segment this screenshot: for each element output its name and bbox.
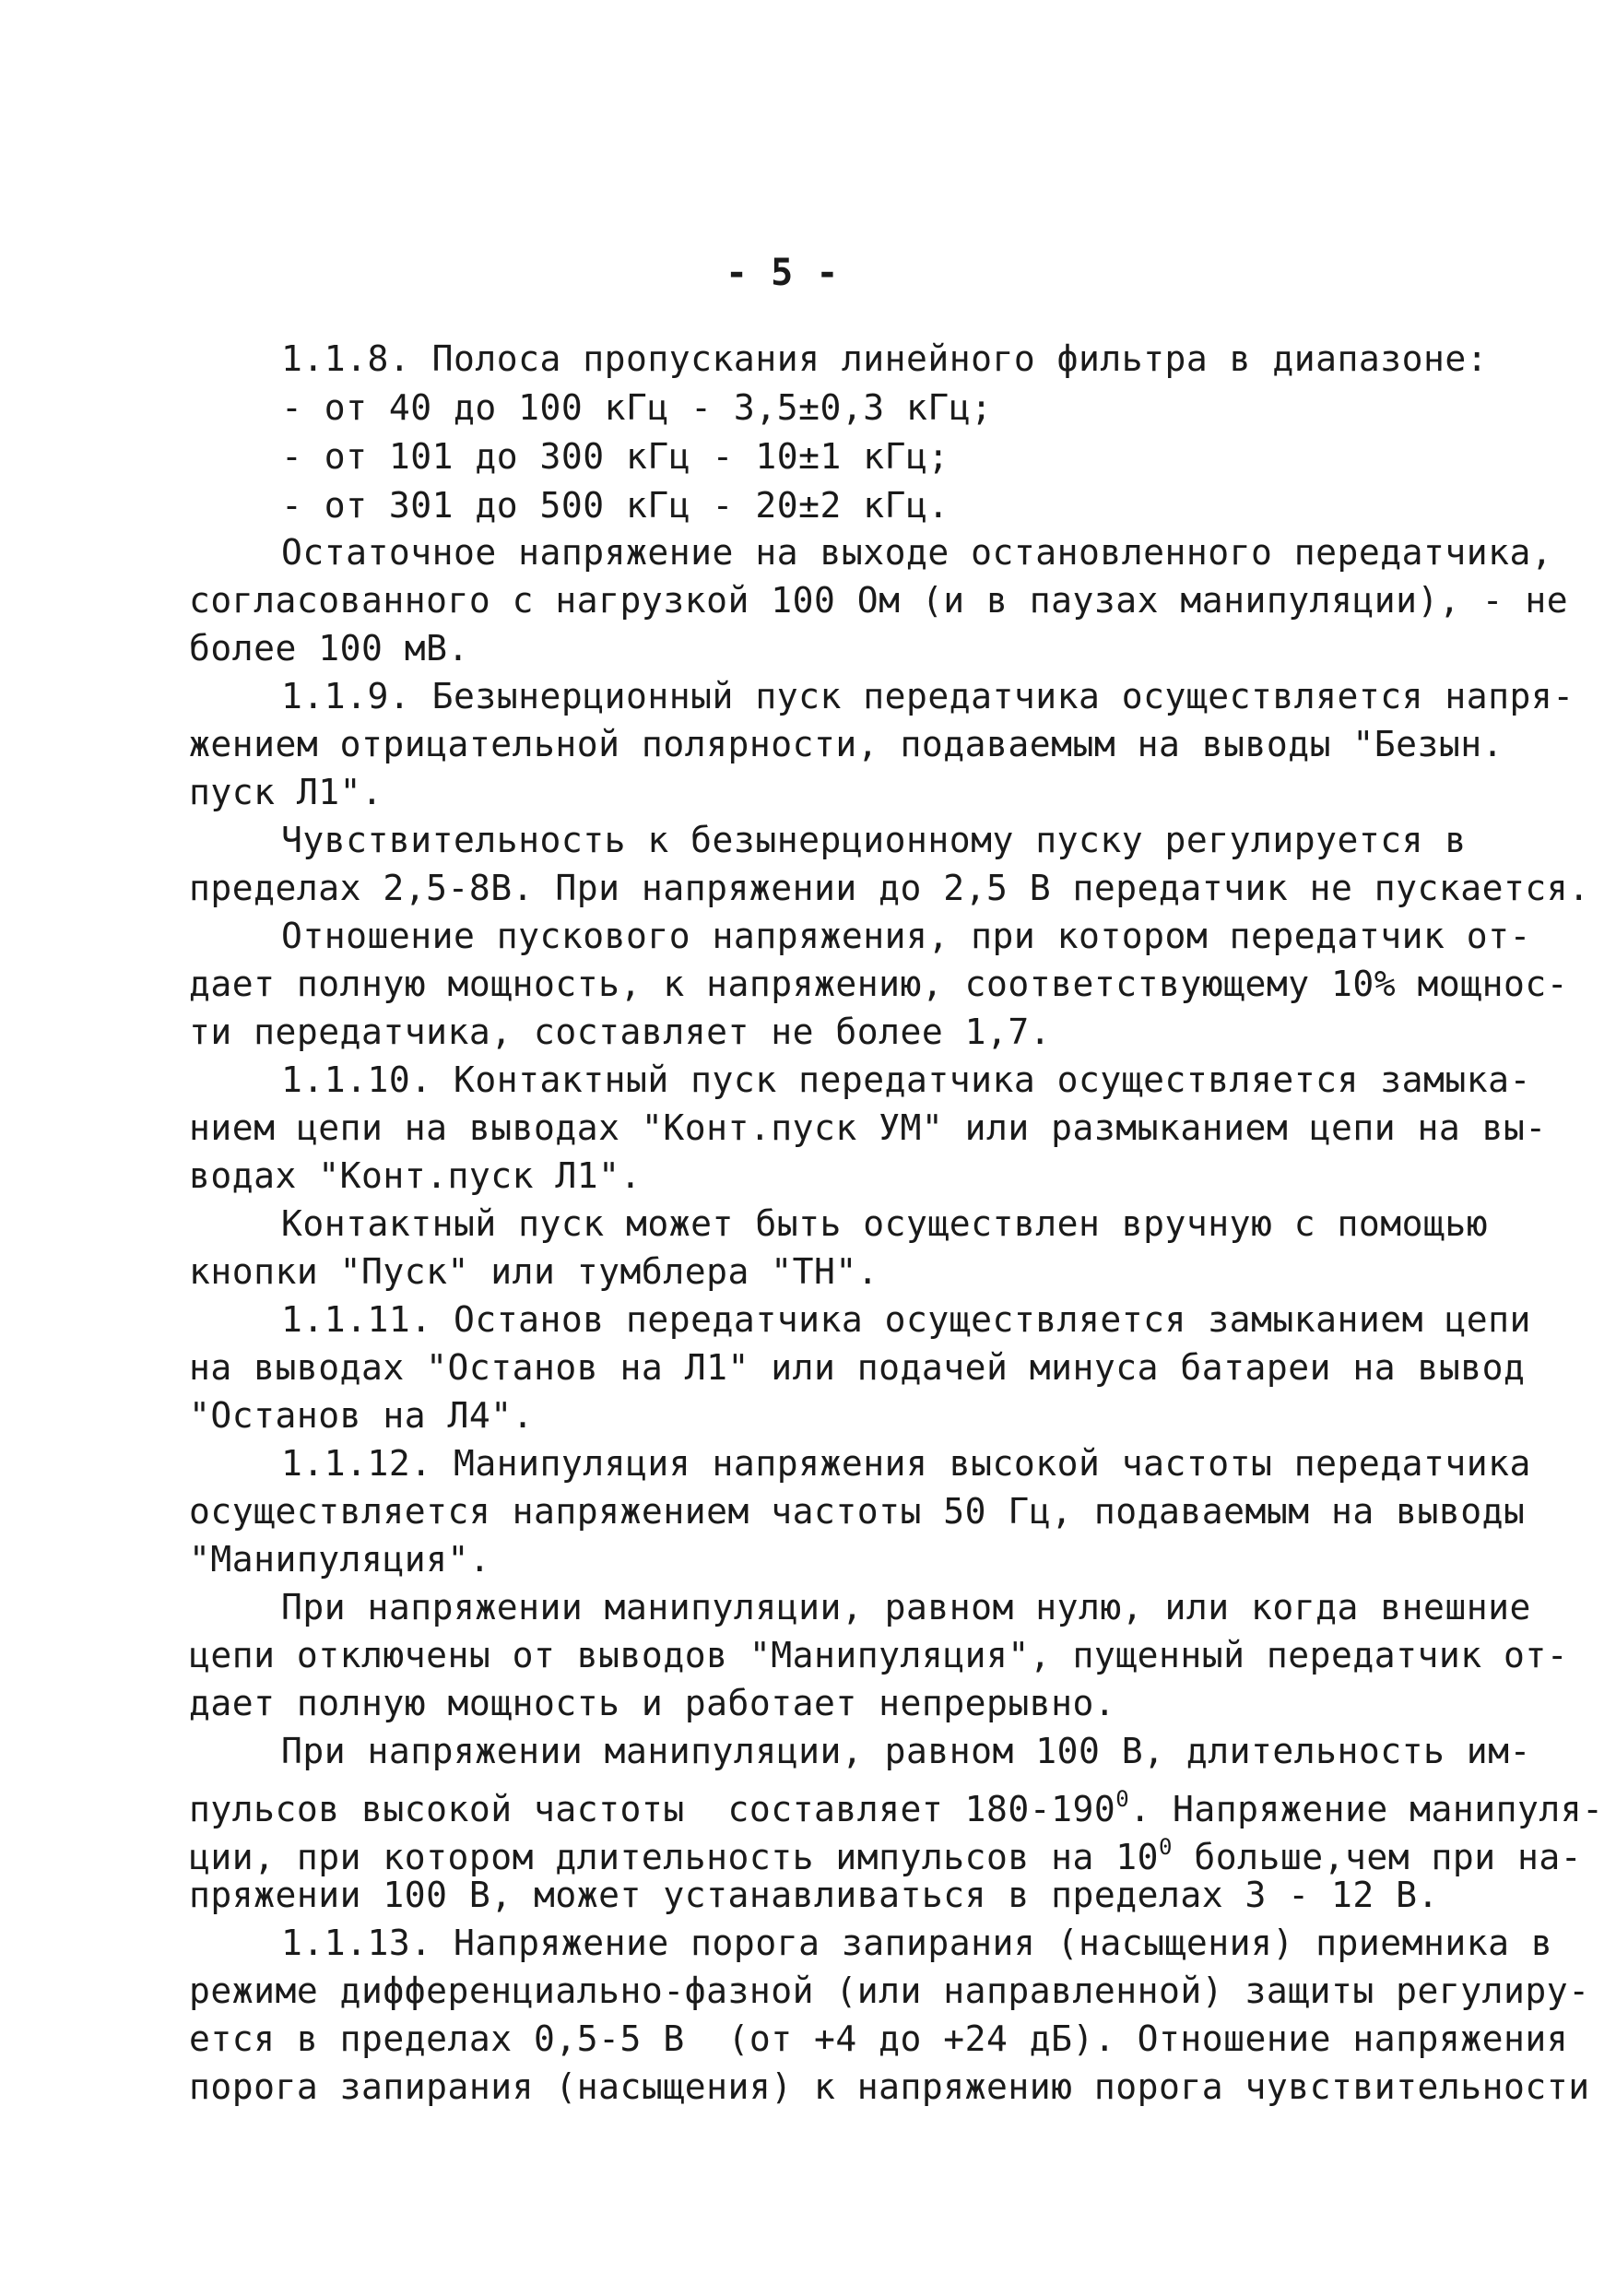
text-line-with-degree	[189, 1825, 1582, 1879]
text-segment: пульсов высокой частоты составляет 180-190	[189, 1789, 1116, 1829]
text-line: ется в пределах 0,5-5 В (от +4 до +24 дБ). Отношение напряжения	[189, 2018, 1569, 2059]
text-segment: . Напряжение манипуля-	[1129, 1789, 1604, 1829]
text-line: дает полную мощность и работает непрерывно.	[189, 1683, 1116, 1723]
text-line: режиме дифференциально-фазной (или направленной) защиты регулиру-	[189, 1971, 1590, 2011]
text-line: Остаточное напряжение на выходе остановленного передатчика,	[281, 532, 1553, 573]
text-line: на выводах "Останов на Л1" или подачей минуса батареи на вывод	[189, 1347, 1526, 1388]
text-line: осуществляется напряжением частоты 50 Гц, подаваемым на выводы	[189, 1491, 1526, 1532]
text-line: Отношение пускового напряжения, при котором передатчик от-	[281, 916, 1531, 956]
paragraph-1-1-11-heading: 1.1.11. Останов передатчика осуществляется замыканием цепи	[281, 1299, 1531, 1340]
paragraph-1-1-9-heading: 1.1.9. Безынерционный пуск передатчика осуществляется напря-	[281, 676, 1575, 716]
text-line: пряжении 100 В, может устанавливаться в пределах 3 - 12 В.	[189, 1875, 1439, 1915]
text-line: нием цепи на выводах "Конт.пуск УМ" или размыканием цепи на вы-	[189, 1107, 1547, 1148]
text-line-with-degree	[189, 1777, 1604, 1831]
text-line: цепи отключены от выводов "Манипуляция", пущенный передатчик от-	[189, 1635, 1569, 1675]
text-line: "Манипуляция".	[189, 1539, 491, 1580]
text-segment: ции, при котором длительность импульсов на 10	[189, 1837, 1160, 1877]
page-number: - 5 -	[725, 252, 839, 294]
list-item-range-40-100: - от 40 до 100 кГц - 3,5±0,3 кГц;	[281, 387, 993, 428]
paragraph-1-1-12-heading: 1.1.12. Манипуляция напряжения высокой частоты передатчика	[281, 1443, 1531, 1484]
text-line: ти передатчика, составляет не более 1,7.	[189, 1012, 1052, 1052]
text-line: пуск Л1".	[189, 772, 383, 812]
text-line: При напряжении манипуляции, равном 100 В, длительность им-	[281, 1731, 1531, 1771]
list-item-range-101-300: - от 101 до 300 кГц - 10±1 кГц;	[281, 436, 950, 477]
text-line: "Останов на Л4".	[189, 1395, 535, 1436]
text-line: более 100 мВ.	[189, 628, 469, 669]
text-line: согласованного с нагрузкой 100 Ом (и в паузах манипуляции), - не	[189, 580, 1569, 621]
paragraph-1-1-13-heading: 1.1.13. Напряжение порога запирания (насыщения) приемника в	[281, 1923, 1553, 1963]
text-line: пределах 2,5-8В. При напряжении до 2,5 В передатчик не пускается.	[189, 868, 1590, 908]
text-line: кнопки "Пуск" или тумблера "ТН".	[189, 1251, 879, 1292]
text-line: жением отрицательной полярности, подаваемым на выводы "Безын.	[189, 724, 1504, 764]
degree-superscript: 0	[1159, 1834, 1173, 1860]
text-line: При напряжении манипуляции, равном нулю, или когда внешние	[281, 1587, 1531, 1627]
text-line: водах "Конт.пуск Л1".	[189, 1155, 642, 1196]
paragraph-1-1-8-heading: 1.1.8. Полоса пропускания линейного фильтра в диапазоне:	[281, 338, 1489, 379]
text-line: дает полную мощность, к напряжению, соответствующему 10% мощнос-	[189, 964, 1569, 1004]
text-line: Чувствительность к безынерционному пуску регулируется в	[281, 820, 1467, 860]
list-item-range-301-500: - от 301 до 500 кГц - 20±2 кГц.	[281, 485, 950, 526]
paragraph-1-1-10-heading: 1.1.10. Контактный пуск передатчика осуществляется замыка-	[281, 1059, 1531, 1100]
text-segment: больше,чем при на-	[1172, 1837, 1583, 1877]
text-line: Контактный пуск может быть осуществлен вручную с помощью	[281, 1203, 1489, 1244]
degree-superscript: 0	[1115, 1786, 1130, 1812]
text-line: порога запирания (насыщения) к напряжению порога чувствительности	[189, 2066, 1590, 2107]
